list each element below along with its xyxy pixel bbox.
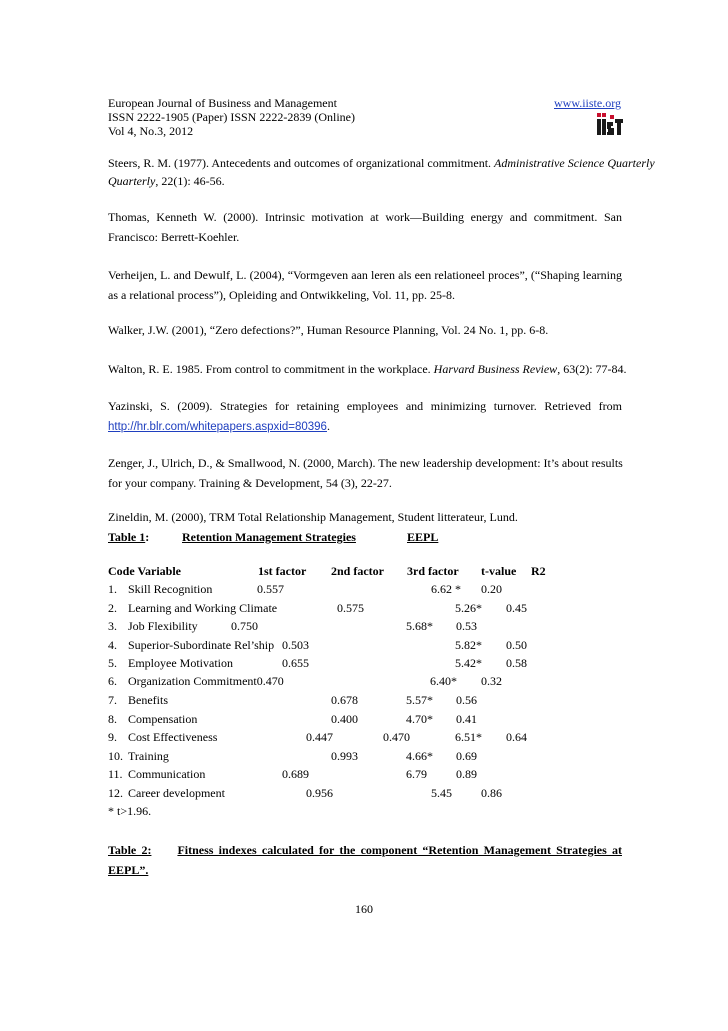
reference-steers-cont: Quarterly, 22(1): 46-56. <box>108 174 225 188</box>
iiste-logo <box>597 113 623 139</box>
col-header-t-value: t-value <box>481 564 517 578</box>
table2-heading: Table 2: Fitness indexes calculated for the component “Retention Management Strategies at EEPL”. <box>108 843 622 877</box>
issn-line: ISSN 2222-1905 (Paper) ISSN 2222-2839 (Online) <box>108 110 355 124</box>
volume-line: Vol 4, No.3, 2012 <box>108 124 194 138</box>
reference-thomas: Thomas, Kenneth W. (2000). Intrinsic motivation at work—Building energy and commitment. San Francisco: Berrett-Koehler. <box>108 210 622 244</box>
col-header-2nd-factor: 2nd factor <box>331 564 384 578</box>
reference-verheijen: Verheijen, L. and Dewulf, L. (2004), “Vormgeven aan leren als een relationeel proces”, (“Shaping learning as a relational process”), Opleiding and Ontwikkeling, Vol. 11, pp. 25-8. <box>108 268 622 302</box>
reference-yazinski: Yazinski, S. (2009). Strategies for retaining employees and minimizing turnover. Retrieved from http://hr.blr.com/whitepapers.aspxid=80396. <box>108 399 622 433</box>
table1-footnote: * t>1.96. <box>108 804 152 818</box>
reference-walton: Walton, R. E. 1985. From control to commitment in the workplace. Harvard Business Review, 63(2): 77-84. <box>108 362 627 376</box>
page-number: 160 <box>355 902 373 916</box>
journal-title: European Journal of Business and Management <box>108 96 337 110</box>
col-header-code-variable: Code Variable <box>108 564 182 578</box>
col-header-r2: R2 <box>531 564 546 578</box>
col-header-1st-factor: 1st factor <box>258 564 307 578</box>
table2-label: Table 2: <box>108 843 152 857</box>
table1-org: EEPL <box>407 530 439 544</box>
reference-zenger: Zenger, J., Ulrich, D., & Smallwood, N. (2000, March). The new leadership development: It’s about results for your company. Training & Development, 54 (3), 22-27. <box>108 456 623 490</box>
website-link[interactable]: www.iiste.org <box>554 96 621 110</box>
reference-steers: Steers, R. M. (1977). Antecedents and outcomes of organizational commitment. Administrative Science Quarterly <box>108 156 655 170</box>
table1-label: Table 1: <box>108 530 150 544</box>
reference-zineldin: Zineldin, M. (2000), TRM Total Relationship Management, Student litterateur, Lund. <box>108 510 518 524</box>
yazinski-url-link[interactable]: http://hr.blr.com/whitepapers.aspxid=80396 <box>108 421 327 433</box>
table1-title: Retention Management Strategies <box>182 530 356 544</box>
reference-walker: Walker, J.W. (2001), “Zero defections?”, Human Resource Planning, Vol. 24 No. 1, pp. 6-8. <box>108 323 549 337</box>
col-header-3rd-factor: 3rd factor <box>407 564 459 578</box>
